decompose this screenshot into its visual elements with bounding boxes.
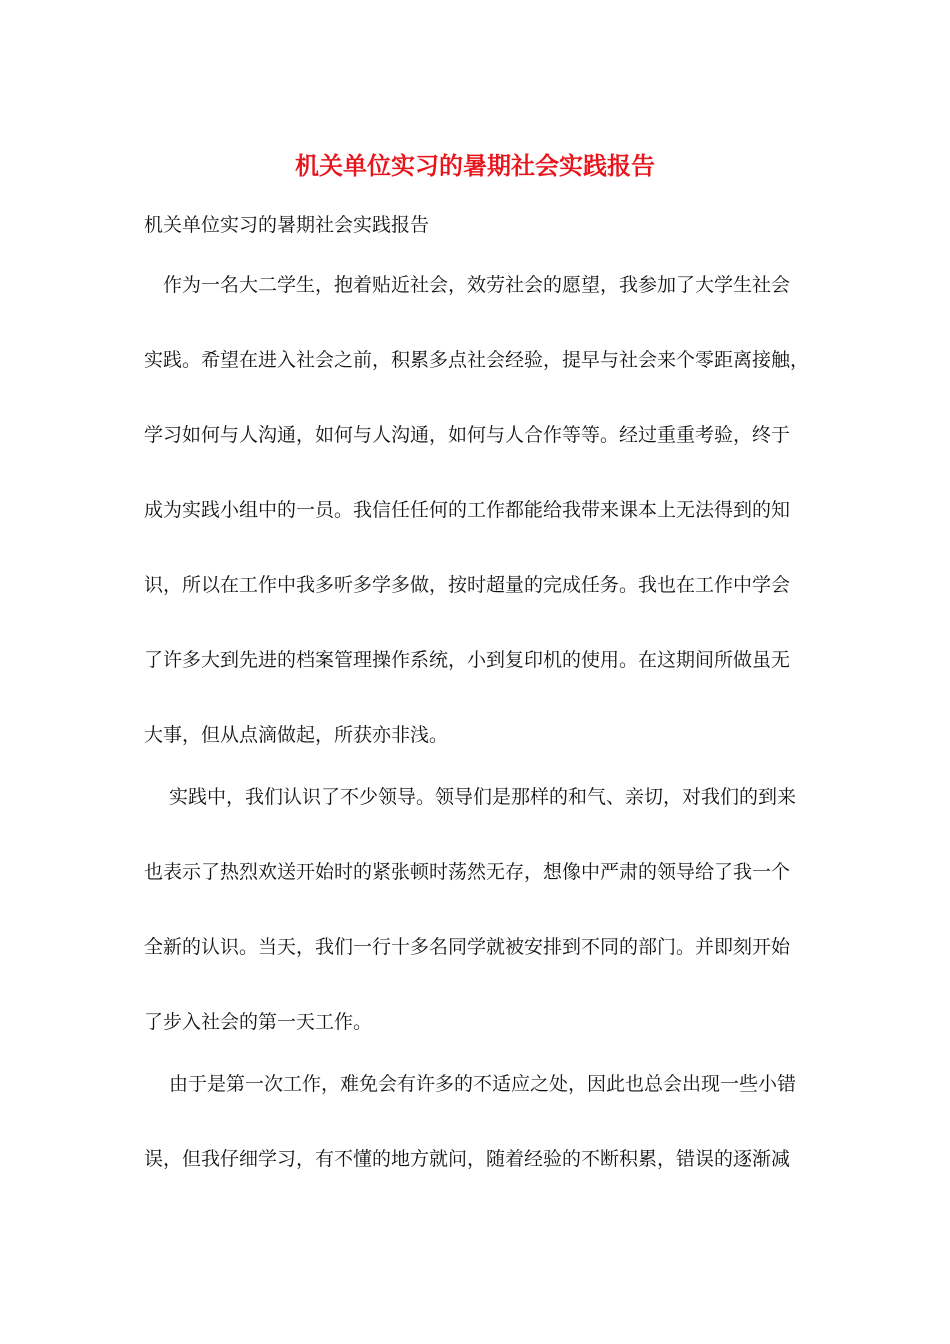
paragraph-1-line-1: 作为一名大二学生，抱着贴近社会，效劳社会的愿望，我参加了大学生社会: [144, 274, 791, 296]
paragraph-2-line-2: 也表示了热烈欢送开始时的紧张顿时荡然无存，想像中严肃的领导给了我一个: [144, 861, 791, 883]
paragraph-3-line-1: 由于是第一次工作，难免会有许多的不适应之处，因此也总会出现一些小错: [144, 1073, 797, 1095]
paragraph-2-line-3: 全新的认识。当天，我们一行十多名同学就被安排到不同的部门。并即刻开始: [144, 936, 791, 958]
paragraph-1-line-2: 实践。希望在进入社会之前，积累多点社会经验，提早与社会来个零距离接触，: [144, 349, 810, 371]
paragraph-1-line-3: 学习如何与人沟通，如何与人沟通，如何与人合作等等。经过重重考验，终于: [144, 424, 791, 446]
document-title: 机关单位实习的暑期社会实践报告: [295, 151, 655, 180]
paragraph-3-line-2: 误，但我仔细学习，有不懂的地方就问，随着经验的不断积累，错误的逐渐减: [144, 1148, 791, 1170]
document-subtitle: 机关单位实习的暑期社会实践报告: [144, 214, 430, 236]
paragraph-1-line-4: 成为实践小组中的一员。我信任任何的工作都能给我带来课本上无法得到的知: [144, 499, 791, 521]
paragraph-1-line-6: 了许多大到先进的档案管理操作系统，小到复印机的使用。在这期间所做虽无: [144, 649, 791, 671]
paragraph-1-line-5: 识，所以在工作中我多听多学多做，按时超量的完成任务。我也在工作中学会: [144, 574, 791, 596]
paragraph-2-line-1: 实践中，我们认识了不少领导。领导们是那样的和气、亲切，对我们的到来: [144, 786, 797, 808]
paragraph-2-line-4: 了步入社会的第一天工作。: [144, 1011, 373, 1033]
paragraph-1-line-7: 大事，但从点滴做起，所获亦非浅。: [144, 724, 449, 746]
